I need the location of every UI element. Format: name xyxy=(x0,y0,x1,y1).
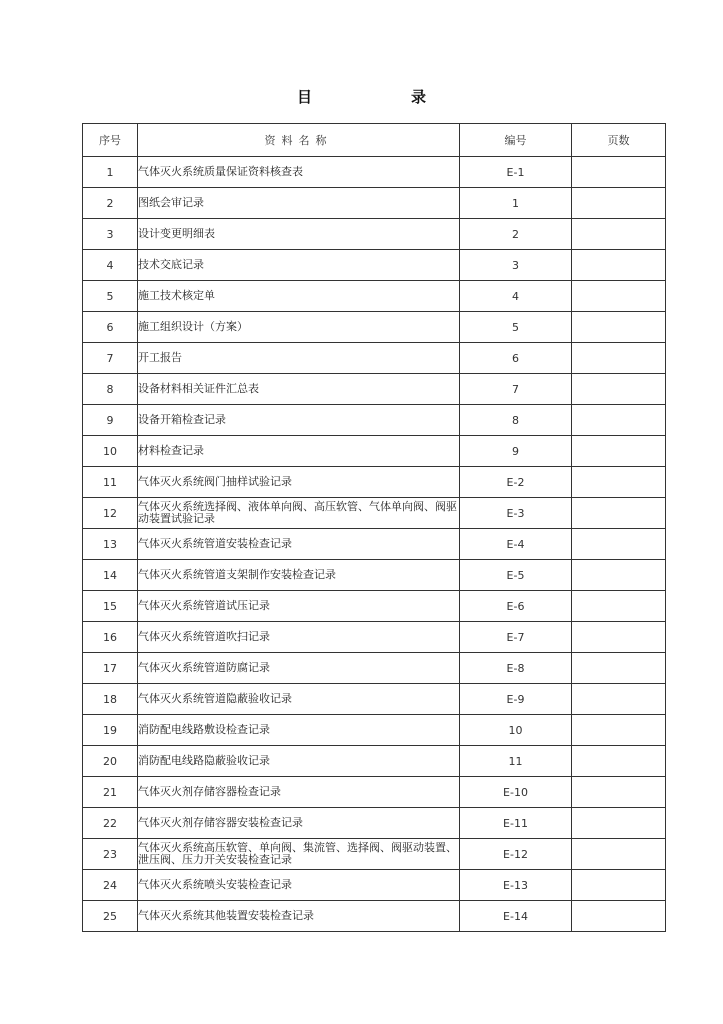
cell-code: 5 xyxy=(460,312,572,343)
cell-pages xyxy=(572,870,666,901)
cell-pages xyxy=(572,746,666,777)
table-row xyxy=(83,777,666,808)
cell-pages xyxy=(572,901,666,932)
cell-no: 3 xyxy=(83,219,138,250)
cell-pages xyxy=(572,591,666,622)
table-row xyxy=(83,281,666,312)
table-row xyxy=(83,715,666,746)
cell-code: E-8 xyxy=(460,653,572,684)
cell-name: 气体灭火系统管道安装检查记录 xyxy=(138,529,460,560)
cell-pages xyxy=(572,622,666,653)
cell-code: 8 xyxy=(460,405,572,436)
cell-code: E-12 xyxy=(460,839,572,870)
cell-code: E-13 xyxy=(460,870,572,901)
table-row xyxy=(83,560,666,591)
table-row xyxy=(83,343,666,374)
cell-no: 24 xyxy=(83,870,138,901)
table-row xyxy=(83,405,666,436)
cell-code: E-9 xyxy=(460,684,572,715)
cell-code: 11 xyxy=(460,746,572,777)
cell-no: 1 xyxy=(83,157,138,188)
cell-pages xyxy=(572,467,666,498)
cell-no: 2 xyxy=(83,188,138,219)
cell-name: 开工报告 xyxy=(138,343,460,374)
column-header-no: 序号 xyxy=(83,124,138,157)
cell-no: 19 xyxy=(83,715,138,746)
table-row xyxy=(83,839,666,870)
cell-name: 设计变更明细表 xyxy=(138,219,460,250)
column-header-name: 资料名称 xyxy=(138,124,460,157)
cell-pages xyxy=(572,250,666,281)
cell-no: 20 xyxy=(83,746,138,777)
column-header-pages: 页数 xyxy=(572,124,666,157)
table-row xyxy=(83,808,666,839)
cell-no: 15 xyxy=(83,591,138,622)
contents-table xyxy=(82,123,666,932)
cell-pages xyxy=(572,715,666,746)
cell-code: E-14 xyxy=(460,901,572,932)
cell-name: 消防配电线路敷设检查记录 xyxy=(138,715,460,746)
cell-code: 1 xyxy=(460,188,572,219)
cell-code: 6 xyxy=(460,343,572,374)
cell-name: 材料检查记录 xyxy=(138,436,460,467)
cell-no: 23 xyxy=(83,839,138,870)
header-row xyxy=(83,124,666,157)
cell-no: 25 xyxy=(83,901,138,932)
column-header-code: 编号 xyxy=(460,124,572,157)
cell-no: 7 xyxy=(83,343,138,374)
cell-name: 气体灭火系统质量保证资料核查表 xyxy=(138,157,460,188)
cell-name: 气体灭火系统其他装置安装检查记录 xyxy=(138,901,460,932)
cell-name: 气体灭火系统管道支架制作安装检查记录 xyxy=(138,560,460,591)
table-row xyxy=(83,591,666,622)
cell-pages xyxy=(572,436,666,467)
cell-no: 5 xyxy=(83,281,138,312)
cell-no: 18 xyxy=(83,684,138,715)
table-row xyxy=(83,870,666,901)
cell-code: E-3 xyxy=(460,498,572,529)
cell-code: 2 xyxy=(460,219,572,250)
cell-name: 气体灭火系统选择阀、液体单向阀、高压软管、气体单向阀、阀驱动装置试验记录 xyxy=(138,498,460,529)
cell-no: 9 xyxy=(83,405,138,436)
table-row xyxy=(83,653,666,684)
cell-code: 4 xyxy=(460,281,572,312)
cell-name: 施工组织设计（方案） xyxy=(138,312,460,343)
cell-pages xyxy=(572,808,666,839)
cell-name: 消防配电线路隐蔽验收记录 xyxy=(138,746,460,777)
cell-no: 14 xyxy=(83,560,138,591)
cell-pages xyxy=(572,343,666,374)
table-row xyxy=(83,684,666,715)
cell-name: 技术交底记录 xyxy=(138,250,460,281)
table-row xyxy=(83,188,666,219)
cell-code: E-10 xyxy=(460,777,572,808)
table-row xyxy=(83,467,666,498)
table-row xyxy=(83,498,666,529)
cell-no: 17 xyxy=(83,653,138,684)
page-title: 目 录 xyxy=(296,88,468,106)
cell-name: 气体灭火剂存储容器检查记录 xyxy=(138,777,460,808)
cell-name: 设备开箱检查记录 xyxy=(138,405,460,436)
table-row xyxy=(83,219,666,250)
cell-pages xyxy=(572,653,666,684)
cell-name: 气体灭火系统管道隐蔽验收记录 xyxy=(138,684,460,715)
cell-name: 气体灭火系统喷头安装检查记录 xyxy=(138,870,460,901)
cell-name: 气体灭火系统管道吹扫记录 xyxy=(138,622,460,653)
cell-code: E-2 xyxy=(460,467,572,498)
cell-pages xyxy=(572,529,666,560)
cell-name: 设备材料相关证件汇总表 xyxy=(138,374,460,405)
cell-code: E-5 xyxy=(460,560,572,591)
cell-no: 6 xyxy=(83,312,138,343)
cell-no: 11 xyxy=(83,467,138,498)
cell-name: 图纸会审记录 xyxy=(138,188,460,219)
cell-code: E-4 xyxy=(460,529,572,560)
cell-code: 9 xyxy=(460,436,572,467)
table-row xyxy=(83,250,666,281)
cell-code: E-1 xyxy=(460,157,572,188)
table-row xyxy=(83,622,666,653)
table-row xyxy=(83,374,666,405)
table-body xyxy=(83,157,666,932)
cell-no: 16 xyxy=(83,622,138,653)
cell-pages xyxy=(572,405,666,436)
cell-pages xyxy=(572,839,666,870)
cell-code: 3 xyxy=(460,250,572,281)
cell-name: 施工技术核定单 xyxy=(138,281,460,312)
table-row xyxy=(83,436,666,467)
cell-pages xyxy=(572,188,666,219)
cell-code: E-6 xyxy=(460,591,572,622)
cell-pages xyxy=(572,157,666,188)
cell-no: 21 xyxy=(83,777,138,808)
cell-no: 12 xyxy=(83,498,138,529)
cell-pages xyxy=(572,312,666,343)
cell-pages xyxy=(572,219,666,250)
table-row xyxy=(83,157,666,188)
cell-name: 气体灭火系统管道试压记录 xyxy=(138,591,460,622)
table-row xyxy=(83,312,666,343)
cell-no: 8 xyxy=(83,374,138,405)
cell-code: E-11 xyxy=(460,808,572,839)
cell-code: E-7 xyxy=(460,622,572,653)
cell-name: 气体灭火系统管道防腐记录 xyxy=(138,653,460,684)
cell-name: 气体灭火系统高压软管、单向阀、集流管、选择阀、阀驱动装置、泄压阀、压力开关安装检查记录 xyxy=(138,839,460,870)
table-row xyxy=(83,901,666,932)
cell-pages xyxy=(572,374,666,405)
cell-code: 10 xyxy=(460,715,572,746)
cell-no: 10 xyxy=(83,436,138,467)
cell-pages xyxy=(572,560,666,591)
cell-pages xyxy=(572,498,666,529)
cell-pages xyxy=(572,777,666,808)
cell-code: 7 xyxy=(460,374,572,405)
table-row xyxy=(83,746,666,777)
cell-no: 13 xyxy=(83,529,138,560)
table-row xyxy=(83,529,666,560)
cell-no: 22 xyxy=(83,808,138,839)
cell-name: 气体灭火系统阀门抽样试验记录 xyxy=(138,467,460,498)
cell-pages xyxy=(572,684,666,715)
cell-pages xyxy=(572,281,666,312)
cell-no: 4 xyxy=(83,250,138,281)
cell-name: 气体灭火剂存储容器安装检查记录 xyxy=(138,808,460,839)
